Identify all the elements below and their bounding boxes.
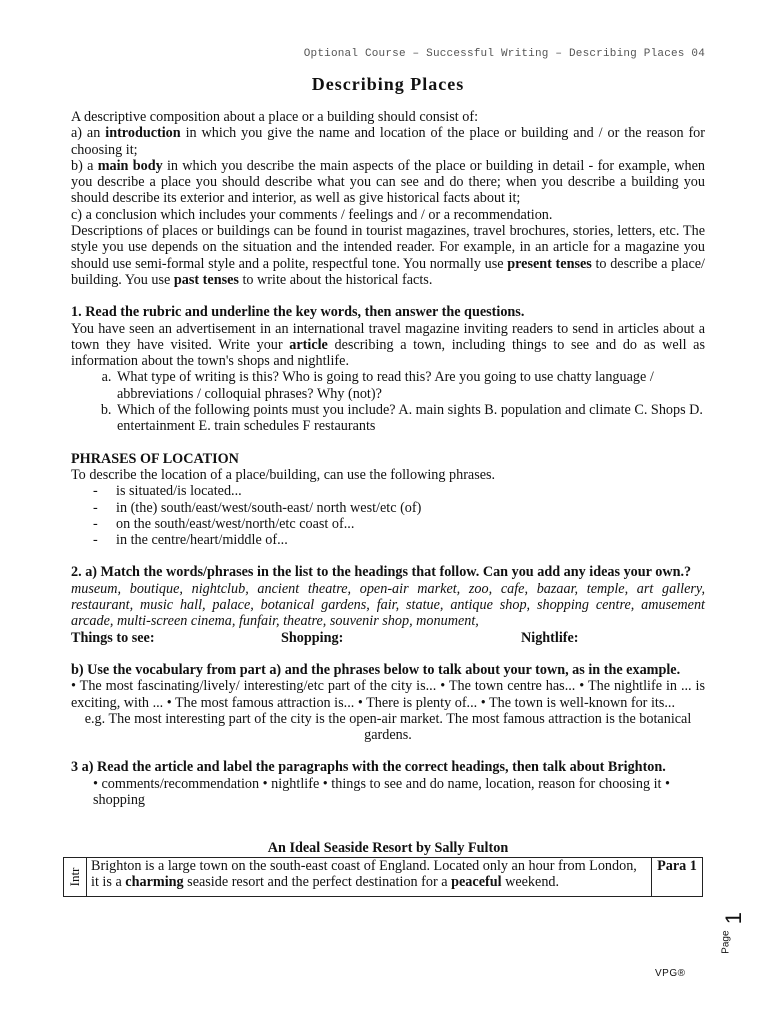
task2a-heading: 2. a) Match the words/phrases in the list to the headings that follow. Can you add any ideas your own.? — [71, 564, 692, 581]
page-number-value: 1 — [720, 912, 746, 925]
article-table — [63, 857, 703, 897]
question-item: b. Which of the following points must you include? A. main sights B. population and climate C. Shops D. entertainment E. train schedules F restaurants — [115, 402, 705, 435]
term-past-tenses: past tenses — [173, 271, 239, 288]
intro-point-a: a) an introduction in which you give the name and location of the place or building and / or the reason for choosing it; — [71, 125, 705, 158]
paragraph-label-cell: Intr — [64, 857, 87, 896]
paragraph-text-cell: Brighton is a large town on the south-east coast of England. Located only an hour from London, it is a charming seaside resort and the perfect destination for a peaceful weekend. — [87, 857, 652, 896]
page-number — [720, 912, 749, 962]
intro-lead: A descriptive composition about a place or a building should consist of: — [71, 109, 479, 125]
spacer — [71, 808, 705, 824]
intro-point-b: b) a main body in which you describe the main aspects of the place or building in detail - for example, when you describe a place you should describe what you can see and do there; when you describe a building you should describe its exterior and interior, as well as give historical facts about it; — [71, 157, 706, 207]
page-word: Page — [720, 930, 732, 954]
spacer — [71, 548, 705, 564]
intro-point-c: c) a conclusion which includes your comments / feelings and / or a recommendation. — [71, 206, 553, 223]
description-paragraph: Descriptions of places or buildings can be found in tourist magazines, travel brochures, stories, letters, etc. The style you use depends on the situation and the intended reader. For example, in an article for a magazine you should use semi-formal style and a polite, respectful tone. You normally use present tenses to describe a place/ building. You use past tenses to write about the historical facts. — [71, 223, 706, 288]
task2-word-list: museum, boutique, nightclub, ancient theatre, open-air market, zoo, cafe, bazaar, temple, art gallery, restaurant, music hall, palace, botanical gardens, fair, statue, antique shop, shopping centre, amusement arcade, multi-screen cinema, funfair, theatre, souvenir shop, monument, — [71, 580, 705, 630]
task1-heading: 1. Read the rubric and underline the key words, then answer the questions. — [71, 304, 525, 321]
spacer — [71, 435, 705, 451]
list-item: - in (the) south/east/west/south-east/ north west/etc (of) — [71, 500, 705, 516]
paragraph-number-cell: Para 1 — [652, 857, 703, 896]
task3-labels: • comments/recommendation • nightlife • things to see and do name, location, reason for choosing it • shopping — [93, 775, 670, 808]
task2b-heading: b) Use the vocabulary from part a) and the phrases below to talk about your town, as in the example. — [71, 661, 681, 678]
spacer — [71, 743, 705, 759]
term-article: article — [289, 336, 328, 353]
task1-rubric: You have seen an advertisement in an international travel magazine inviting readers to send in articles about a town they have visited. Write your article describing a town, including things to see and do as well as information about the town's shops and nightlife. — [71, 320, 705, 370]
article-title: An Ideal Seaside Resort by Sally Fulton — [267, 840, 509, 857]
question-item: a. What type of writing is this? Who is going to read this? Are you going to use chatty language / abbreviations / colloquial phrases? Why (not)? — [115, 369, 705, 402]
page-title: Describing Places — [311, 74, 465, 94]
task2b-example: e.g. The most interesting part of the city is the open-air market. The most famous attraction is the botanical gardens. — [84, 710, 692, 744]
task3-heading: 3 a) Read the article and label the paragraphs with the correct headings, then talk about Brighton. — [71, 759, 666, 776]
task2b-phrases: • The most fascinating/lively/ interesting/etc part of the city is... • The town centre has... • The nightlife in ... is exciting, with ... • The most famous attraction is... • There is plenty of... • The town is well-known for its... — [71, 678, 705, 711]
list-item: - in the centre/heart/middle of... — [71, 532, 705, 548]
spacer — [71, 824, 705, 840]
heading-shopping: Shopping: — [281, 629, 344, 646]
spacer — [71, 288, 705, 304]
location-heading: PHRASES OF LOCATION — [71, 450, 239, 467]
table-row — [64, 857, 703, 896]
document-body — [66, 109, 706, 897]
category-headings — [71, 630, 705, 646]
spacer — [71, 646, 705, 662]
term-main-body: main body — [97, 157, 163, 174]
location-lead: To describe the location of a place/building, can use the following phrases. — [71, 466, 496, 483]
term-introduction: introduction — [105, 125, 181, 142]
task1-questions — [71, 369, 705, 434]
term-present-tenses: present tenses — [507, 255, 592, 272]
footer-mark: VPG® — [655, 968, 686, 979]
heading-things-to-see: Things to see: — [71, 629, 155, 646]
location-phrases — [71, 483, 705, 548]
list-item: - on the south/east/west/north/etc coast of... — [71, 516, 705, 532]
heading-nightlife: Nightlife: — [521, 629, 579, 646]
running-header: Optional Course – Successful Writing – Describing Places 04 — [303, 48, 705, 60]
list-item: - is situated/is located... — [71, 483, 705, 499]
